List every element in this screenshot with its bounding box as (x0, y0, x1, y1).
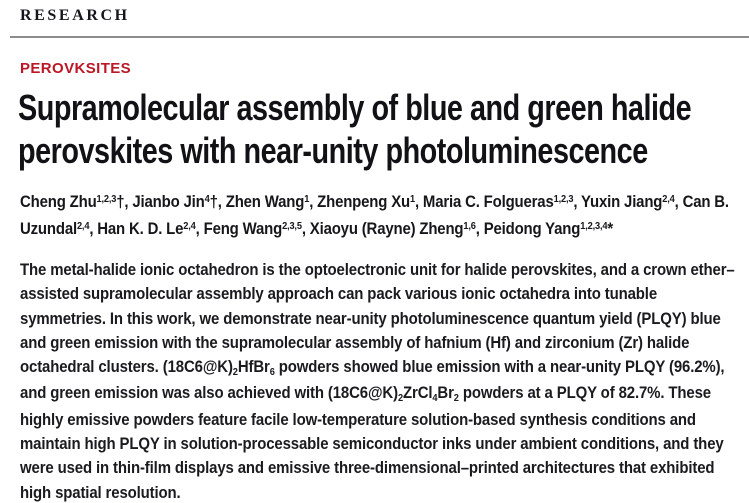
abstract-text: The metal-halide ionic octahedron is the optoelectronic unit for halide perovskites, and a crown ether–assisted supramolecular assembly approach can pack various ionic octahedra into tunable symmetries. In this work, we demonstrate near-unity photoluminescence quantum yield (PLQY) blue and green emission with the supramolecular assembly of hafnium (Hf) and zirconium (Zr) halide octahedral clusters. $(18C6@K)_2HfBr_6$ powders showed blue emission with a near-unity PLQY (96.2%), and green emission was also achieved with $(18C6@K)_2ZrCl_4Br_2$ powders at a PLQY of 82.7%. These highly emissive powders feature facile low-temperature solution-based synthesis conditions and maintain high PLQY in solution-processable semiconductor inks under ambient conditions, and they were used in thin-film displays and emissive three-dimensional–printed architectures that exhibited high spatial resolution. (20, 260, 735, 502)
article-title-line-2: perovskites with near-unity photoluminescence (18, 130, 648, 171)
section-label: PEROVKSITES (20, 60, 132, 77)
article-title-line-1: Supramolecular assembly of blue and green halide (18, 87, 692, 128)
article-title (18, 86, 691, 172)
author-list: Cheng Zhu$^{1,2,3}$†, Jianbo Jin$^4$†, Zhen Wang$^1$, Zhenpeng Xu$^1$, Maria C. Folgueras$^{1,2,3}$, Yuxin Jiang$^{2,4}$, Can B. Uzundal$^{2,4}$, Han K. D. Le$^{2,4}$, Feng Wang$^{2,3,5}$, Xiaoyu (Rayne) Zheng$^{1,6}$, Peidong Yang$^{1,2,3,4}$* (20, 192, 729, 238)
research-kicker: RESEARCH (20, 7, 130, 24)
header-rule (10, 36, 749, 38)
